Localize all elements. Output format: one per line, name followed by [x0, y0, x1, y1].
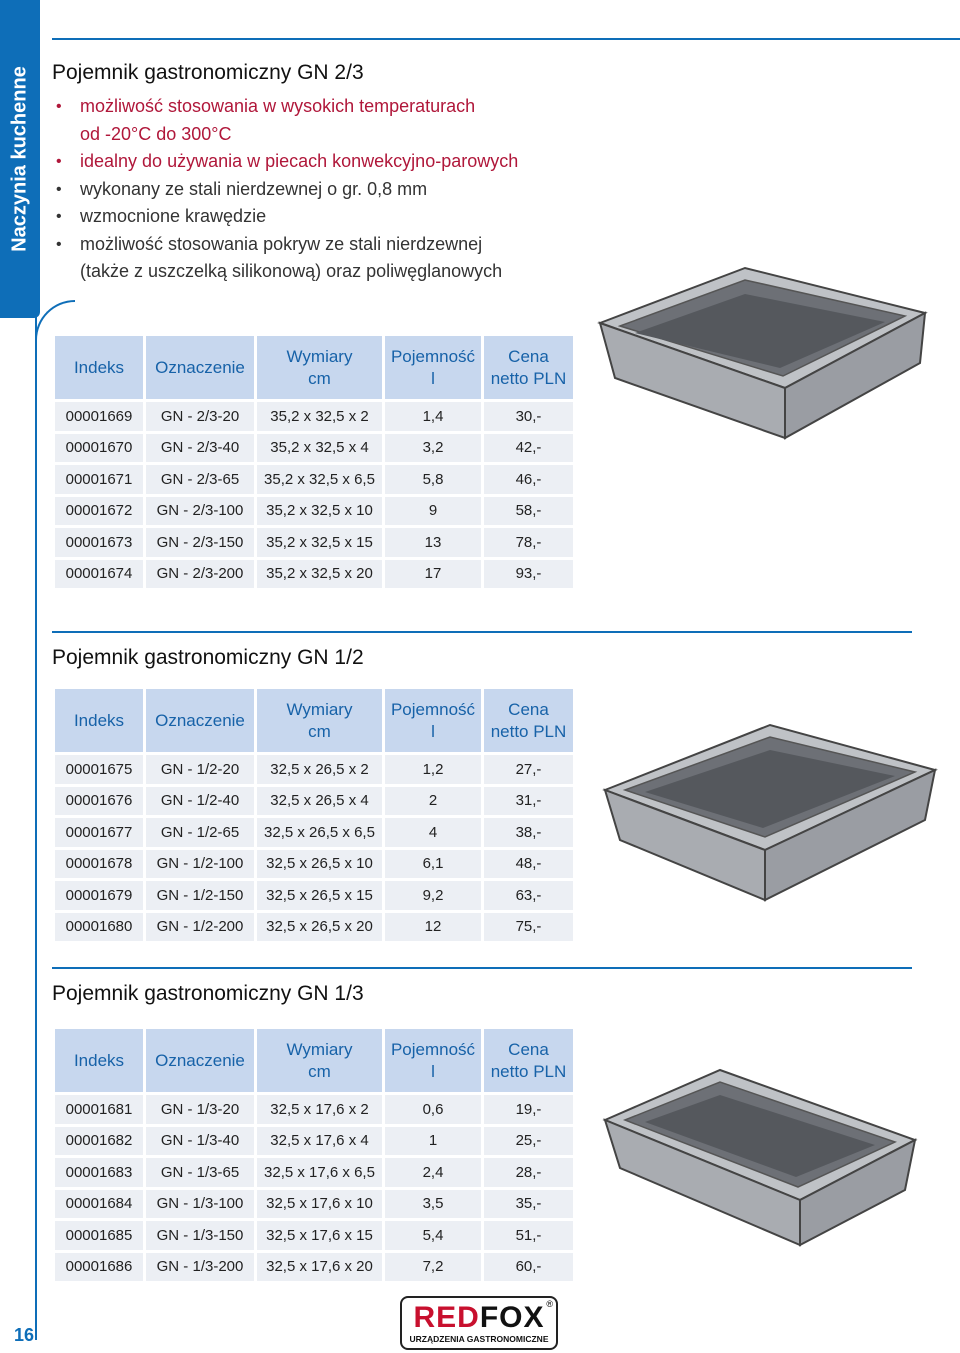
feature-item: • możliwość stosowania w wysokich temperaturach [56, 96, 476, 116]
table-row [55, 913, 573, 942]
side-tab-label: Naczynia kuchenne [8, 66, 31, 252]
cell-cena: 27,- [484, 755, 573, 784]
gn23-pan-image [595, 258, 940, 478]
cell-cena: 46,- [484, 465, 573, 494]
cell-wymiary: 32,5 x 26,5 x 2 [257, 755, 382, 784]
table-row [55, 1253, 573, 1282]
cell-cena: 28,- [484, 1158, 573, 1187]
cell-pojemnosc: 2 [385, 787, 481, 816]
header-wymiary: Wymiary cm [257, 336, 382, 399]
cell-wymiary: 32,5 x 26,5 x 4 [257, 787, 382, 816]
table-row [55, 1221, 573, 1250]
cell-pojemnosc: 5,8 [385, 465, 481, 494]
header-cena: Cena netto PLN [484, 689, 573, 752]
side-rule [35, 300, 37, 1340]
table-row [55, 1158, 573, 1187]
cell-pojemnosc: 1,2 [385, 755, 481, 784]
table-row [55, 881, 573, 910]
cell-oznaczenie: GN - 1/2-100 [146, 850, 254, 879]
cell-indeks: 00001672 [55, 497, 143, 526]
cell-oznaczenie: GN - 1/3-65 [146, 1158, 254, 1187]
cell-oznaczenie: GN - 1/3-100 [146, 1190, 254, 1219]
cell-indeks: 00001673 [55, 528, 143, 557]
cell-indeks: 00001680 [55, 913, 143, 942]
cell-oznaczenie: GN - 2/3-65 [146, 465, 254, 494]
cell-oznaczenie: GN - 1/2-40 [146, 787, 254, 816]
cell-indeks: 00001682 [55, 1127, 143, 1156]
section-title-gn12: Pojemnik gastronomiczny GN 1/2 [52, 646, 364, 669]
cell-oznaczenie: GN - 1/3-40 [146, 1127, 254, 1156]
cell-wymiary: 35,2 x 32,5 x 6,5 [257, 465, 382, 494]
table-row [55, 560, 573, 589]
cell-cena: 51,- [484, 1221, 573, 1250]
redfox-logo: REDFOX ® URZĄDZENIA GASTRONOMICZNE [400, 1296, 558, 1350]
cell-indeks: 00001678 [55, 850, 143, 879]
cell-cena: 35,- [484, 1190, 573, 1219]
header-oznaczenie: Oznaczenie [146, 336, 254, 399]
cell-pojemnosc: 13 [385, 528, 481, 557]
page-number: 16 [14, 1325, 35, 1345]
feature-item: • idealny do używania w piecach konwekcyjno-parowych [56, 151, 519, 171]
cell-cena: 75,- [484, 913, 573, 942]
cell-pojemnosc: 0,6 [385, 1095, 481, 1124]
table-row [55, 1095, 573, 1124]
top-rule [52, 38, 960, 40]
header-indeks: Indeks [55, 336, 143, 399]
cell-cena: 30,- [484, 402, 573, 431]
feature-item: • możliwość stosowania pokryw ze stali nierdzewnej [56, 233, 483, 254]
product-table-gn23 [52, 333, 576, 591]
cell-wymiary: 35,2 x 32,5 x 15 [257, 528, 382, 557]
section-title-gn13: Pojemnik gastronomiczny GN 1/3 [52, 982, 364, 1005]
cell-wymiary: 32,5 x 17,6 x 4 [257, 1127, 382, 1156]
section-title-gn23: Pojemnik gastronomiczny GN 2/3 [52, 61, 364, 84]
header-wymiary: Wymiary cm [257, 1029, 382, 1092]
table-row [55, 465, 573, 494]
cell-indeks: 00001679 [55, 881, 143, 910]
table-row [55, 434, 573, 463]
table-row [55, 528, 573, 557]
cell-wymiary: 32,5 x 17,6 x 10 [257, 1190, 382, 1219]
cell-oznaczenie: GN - 2/3-150 [146, 528, 254, 557]
cell-cena: 60,- [484, 1253, 573, 1282]
section-rule [52, 967, 912, 969]
cell-indeks: 00001676 [55, 787, 143, 816]
cell-cena: 25,- [484, 1127, 573, 1156]
section-rule [52, 631, 912, 633]
table-row [55, 1190, 573, 1219]
cell-indeks: 00001684 [55, 1190, 143, 1219]
cell-pojemnosc: 17 [385, 560, 481, 589]
cell-oznaczenie: GN - 1/3-20 [146, 1095, 254, 1124]
cell-oznaczenie: GN - 1/3-200 [146, 1253, 254, 1282]
cell-indeks: 00001674 [55, 560, 143, 589]
cell-pojemnosc: 9 [385, 497, 481, 526]
feature-list [52, 93, 518, 286]
header-indeks: Indeks [55, 1029, 143, 1092]
cell-oznaczenie: GN - 1/2-200 [146, 913, 254, 942]
cell-cena: 58,- [484, 497, 573, 526]
cell-pojemnosc: 1,4 [385, 402, 481, 431]
cell-pojemnosc: 9,2 [385, 881, 481, 910]
cell-cena: 19,- [484, 1095, 573, 1124]
cell-wymiary: 32,5 x 26,5 x 15 [257, 881, 382, 910]
cell-wymiary: 35,2 x 32,5 x 4 [257, 434, 382, 463]
cell-indeks: 00001677 [55, 818, 143, 847]
cell-oznaczenie: GN - 2/3-200 [146, 560, 254, 589]
header-cena: Cena netto PLN [484, 1029, 573, 1092]
cell-pojemnosc: 6,1 [385, 850, 481, 879]
table-row [55, 402, 573, 431]
product-table-gn12 [52, 686, 576, 944]
feature-item-continuation: (także z uszczelką silikonową) oraz poliwęglanowych [80, 261, 503, 281]
header-oznaczenie: Oznaczenie [146, 689, 254, 752]
cell-wymiary: 32,5 x 26,5 x 6,5 [257, 818, 382, 847]
cell-cena: 38,- [484, 818, 573, 847]
table-row [55, 850, 573, 879]
cell-pojemnosc: 12 [385, 913, 481, 942]
cell-cena: 93,- [484, 560, 573, 589]
product-table-gn13 [52, 1026, 576, 1284]
header-oznaczenie: Oznaczenie [146, 1029, 254, 1092]
header-indeks: Indeks [55, 689, 143, 752]
cell-pojemnosc: 1 [385, 1127, 481, 1156]
cell-wymiary: 32,5 x 17,6 x 2 [257, 1095, 382, 1124]
cell-oznaczenie: GN - 2/3-100 [146, 497, 254, 526]
cell-wymiary: 32,5 x 17,6 x 6,5 [257, 1158, 382, 1187]
cell-indeks: 00001686 [55, 1253, 143, 1282]
gn13-pan-image [600, 1050, 920, 1250]
cell-pojemnosc: 3,2 [385, 434, 481, 463]
cell-indeks: 00001685 [55, 1221, 143, 1250]
cell-indeks: 00001671 [55, 465, 143, 494]
cell-pojemnosc: 4 [385, 818, 481, 847]
cell-oznaczenie: GN - 1/2-150 [146, 881, 254, 910]
cell-pojemnosc: 3,5 [385, 1190, 481, 1219]
cell-wymiary: 35,2 x 32,5 x 20 [257, 560, 382, 589]
cell-oznaczenie: GN - 1/3-150 [146, 1221, 254, 1250]
cell-cena: 31,- [484, 787, 573, 816]
table-row [55, 497, 573, 526]
cell-oznaczenie: GN - 1/2-65 [146, 818, 254, 847]
cell-wymiary: 32,5 x 17,6 x 20 [257, 1253, 382, 1282]
cell-pojemnosc: 7,2 [385, 1253, 481, 1282]
cell-wymiary: 32,5 x 26,5 x 20 [257, 913, 382, 942]
cell-cena: 78,- [484, 528, 573, 557]
cell-indeks: 00001675 [55, 755, 143, 784]
side-tab [0, 0, 40, 318]
cell-wymiary: 35,2 x 32,5 x 2 [257, 402, 382, 431]
cell-oznaczenie: GN - 1/2-20 [146, 755, 254, 784]
cell-cena: 42,- [484, 434, 573, 463]
table-row [55, 787, 573, 816]
feature-item: • wykonany ze stali nierdzewnej o gr. 0,8 mm [56, 178, 428, 199]
cell-pojemnosc: 2,4 [385, 1158, 481, 1187]
cell-wymiary: 32,5 x 17,6 x 15 [257, 1221, 382, 1250]
table-row [55, 818, 573, 847]
cell-wymiary: 32,5 x 26,5 x 10 [257, 850, 382, 879]
cell-cena: 48,- [484, 850, 573, 879]
header-pojemnosc: Pojemność l [385, 689, 481, 752]
feature-item: • wzmocnione krawędzie [56, 206, 267, 226]
cell-indeks: 00001681 [55, 1095, 143, 1124]
gn12-pan-image [600, 710, 940, 910]
cell-indeks: 00001670 [55, 434, 143, 463]
header-wymiary: Wymiary cm [257, 689, 382, 752]
feature-item-continuation: od -20°C do 300°C [80, 123, 232, 144]
cell-indeks: 00001683 [55, 1158, 143, 1187]
cell-oznaczenie: GN - 2/3-40 [146, 434, 254, 463]
header-pojemnosc: Pojemność l [385, 1029, 481, 1092]
cell-pojemnosc: 5,4 [385, 1221, 481, 1250]
table-row [55, 755, 573, 784]
cell-oznaczenie: GN - 2/3-20 [146, 402, 254, 431]
header-cena: Cena netto PLN [484, 336, 573, 399]
cell-indeks: 00001669 [55, 402, 143, 431]
cell-wymiary: 35,2 x 32,5 x 10 [257, 497, 382, 526]
header-pojemnosc: Pojemność l [385, 336, 481, 399]
table-row [55, 1127, 573, 1156]
cell-cena: 63,- [484, 881, 573, 910]
